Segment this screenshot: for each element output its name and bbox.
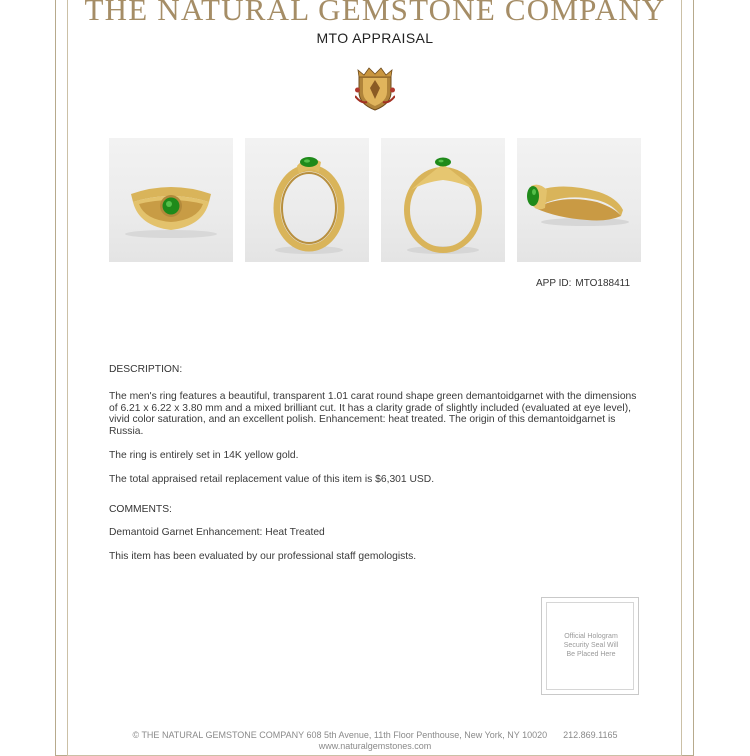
seal-line: Security Seal Will [563,642,619,649]
company-name: THE NATURAL GEMSTONE COMPANY [84,0,666,27]
seal-line: Official Hologram [564,633,618,640]
ring-photo-front [109,138,233,262]
comments-paragraph: This item has been evaluated by our professional staff gemologists. [109,551,417,563]
ring-photo-side [245,138,369,262]
ring-photo-profile [381,138,505,262]
seal-text [542,632,640,659]
footer-phone: 212.869.1165 [563,730,618,740]
app-id-label: APP ID: [536,278,572,289]
app-id-value: MTO188411 [575,278,631,289]
crest-logo-icon [355,66,395,112]
comments-paragraph: Demantoid Garnet Enhancement: Heat Treated [109,527,325,539]
app-id [536,278,630,289]
footer-website[interactable]: www.naturalgemstones.com [318,741,432,751]
appraised-value-paragraph: The total appraised retail replacement value of this item is $6,301 USD. [109,473,435,485]
description-heading: DESCRIPTION: [109,364,183,375]
description-paragraph: The men's ring features a beautiful, transparent 1.01 carat round shape green demantoidgarnet with the dimensions of 6.21 x 6.22 x 3.80 mm and a mixed brilliant cut. It has a clarity grade of slightly included (evaluated at eye level), vivid color saturation, and an excellent polish. Enhancement: heat treated. The origin of this demantoidgarnet is Russia. [109,390,637,438]
appraisal-content [109,364,641,575]
hologram-seal-placeholder [541,597,639,695]
footer-address: © THE NATURAL GEMSTONE COMPANY 608 5th Avenue, 11th Floor Penthouse, New York, NY 10020 [132,730,548,740]
ring-photo-angled [517,138,641,262]
document-title: MTO APPRAISAL [316,30,434,46]
description-paragraph: The ring is entirely set in 14K yellow gold. [109,449,299,461]
footer-address-line [0,730,750,740]
comments-heading: COMMENTS: [109,503,172,515]
seal-line: Be Placed Here [566,651,616,658]
